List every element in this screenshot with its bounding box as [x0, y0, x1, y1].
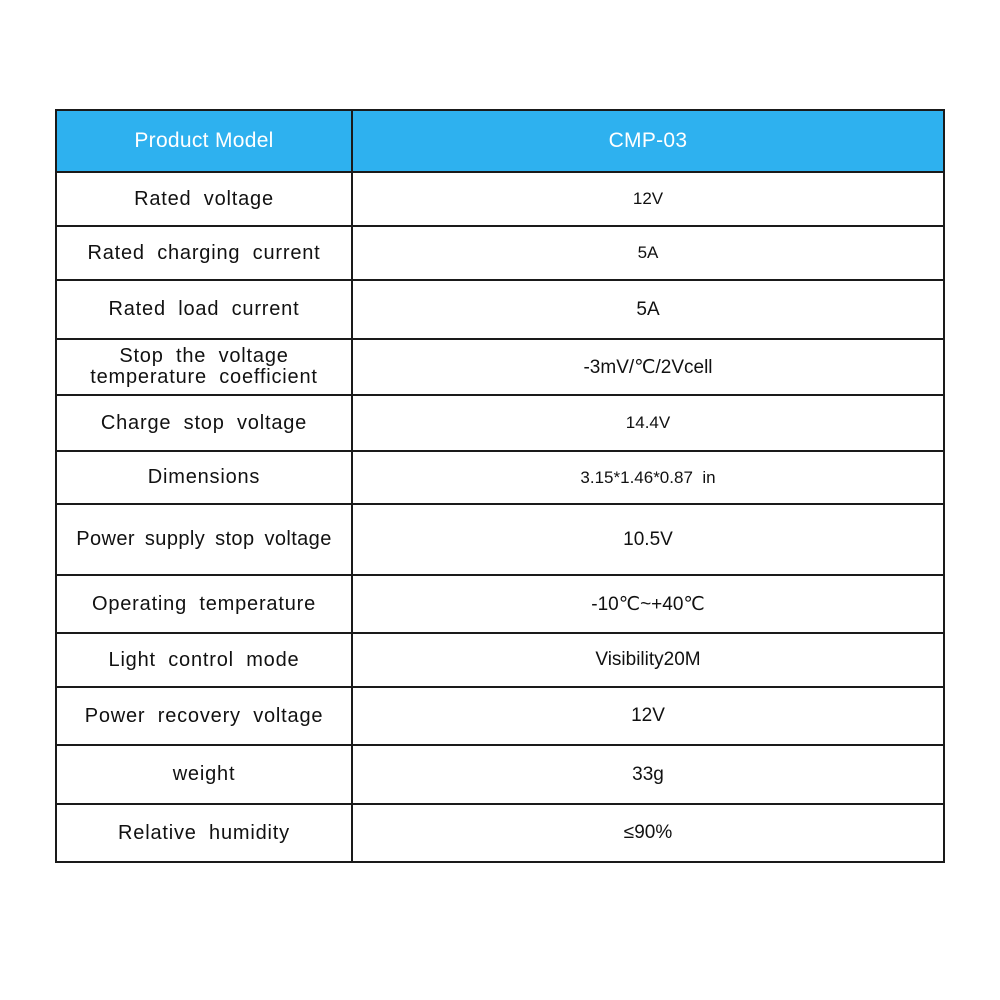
row-value-power-recovery-voltage: 12V: [352, 687, 944, 745]
row-label-rated-load-current: Rated load current: [56, 280, 352, 339]
row-value-dimensions: 3.15*1.46*0.87 in: [352, 451, 944, 504]
row-label-stop-voltage-temp-coefficient: Stop the voltage temperature coefficient: [56, 339, 352, 395]
table-header-row: [56, 110, 944, 172]
table-row: [56, 504, 944, 575]
table-row: [56, 395, 944, 451]
table-row: [56, 451, 944, 504]
table-row: [56, 745, 944, 804]
table-row: [56, 687, 944, 745]
row-value-power-supply-stop-voltage: 10.5V: [352, 504, 944, 575]
row-label-rated-voltage: Rated voltage: [56, 172, 352, 226]
row-value-rated-voltage: 12V: [352, 172, 944, 226]
row-value-light-control-mode: Visibility20M: [352, 633, 944, 687]
row-value-weight: 33g: [352, 745, 944, 804]
row-label-light-control-mode: Light control mode: [56, 633, 352, 687]
row-value-charge-stop-voltage: 14.4V: [352, 395, 944, 451]
table-row: [56, 575, 944, 633]
table-row: [56, 172, 944, 226]
row-label-dimensions: Dimensions: [56, 451, 352, 504]
table-row: [56, 339, 944, 395]
spec-table: [55, 109, 945, 863]
row-label-weight: weight: [56, 745, 352, 804]
row-label-rated-charging-current: Rated charging current: [56, 226, 352, 280]
table-row: [56, 226, 944, 280]
row-value-operating-temperature: -10℃~+40℃: [352, 575, 944, 633]
header-label-cell: Product Model: [56, 110, 352, 172]
table-row: [56, 804, 944, 862]
row-value-rated-charging-current: 5A: [352, 226, 944, 280]
table-row: [56, 633, 944, 687]
row-label-charge-stop-voltage: Charge stop voltage: [56, 395, 352, 451]
table-row: [56, 280, 944, 339]
row-value-relative-humidity: ≤90%: [352, 804, 944, 862]
row-label-power-supply-stop-voltage: Power supply stop voltage: [56, 504, 352, 575]
row-label-operating-temperature: Operating temperature: [56, 575, 352, 633]
row-label-power-recovery-voltage: Power recovery voltage: [56, 687, 352, 745]
header-value-cell: CMP-03: [352, 110, 944, 172]
row-value-stop-voltage-temp-coefficient: -3mV/℃/2Vcell: [352, 339, 944, 395]
row-value-rated-load-current: 5A: [352, 280, 944, 339]
row-label-relative-humidity: Relative humidity: [56, 804, 352, 862]
